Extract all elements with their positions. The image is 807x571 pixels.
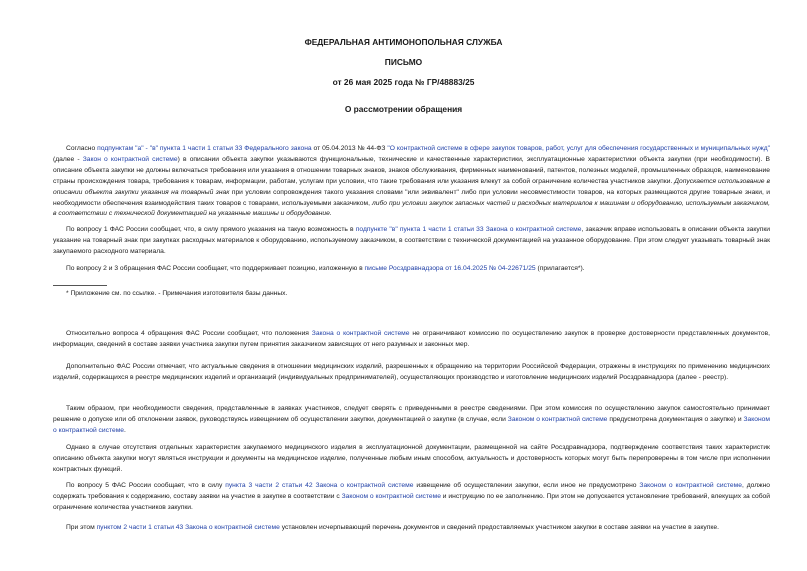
text: . [124, 426, 126, 434]
link-contract-system-law[interactable]: Законом о контрактной системе [341, 492, 441, 500]
paragraph-9 [53, 523, 770, 534]
link-article-42[interactable]: пункта 3 части 2 статьи 42 Закона о контрактной системе [225, 482, 414, 489]
text: ) в описании объекта закупки указываются функциональные, технические и качественные характеристики, эксплуатационные характеристики объекта закупки (при необходимости). В описание объекта закупки не должны включаться требования или указания в отношении товарных знаков, знаков обслуживания, фирменных наименований, патентов, полезных моделей, промышленных образцов, наименование страны происхождения товара, требования к товарам, информации, работам, услугам при условии, что такие требования или указания влекут за собой ограничение количества участников закупки. [53, 155, 770, 185]
text: (далее - [53, 155, 83, 163]
text: Согласно [66, 145, 98, 152]
text: предусмотрена документация о закупке) и [607, 415, 744, 423]
text: Дополнительно ФАС России отмечает, что актуальные сведения в отношении медицинских изделий, разрешенных к обращению на территории Российской Федерации, отражены в инструкциях по применению медицинских изделий, содержащихся в реестре медицинских изделий и организаций (индивидуальных предпринимателей), осуществляющих производство и изготовление медицинских изделий Росздравнадзора (далее - реестр). [53, 363, 770, 381]
text: при условии сопровождения такого указания словами "или эквивалент" либо при условии несовместимости товаров, на которых размещаются другие товарные знаки, и необходимости обеспечения взаимодействия таких товаров с товарами, используемыми заказчиком, [53, 188, 770, 207]
paragraph-5 [53, 362, 770, 384]
paragraph-8 [53, 481, 770, 514]
text: установлен исчерпывающий перечень документов и сведений предоставляемых участником закупки в составе заявки на участие в закупке. [279, 524, 719, 531]
text: не ограничивают комиссию по осуществлению закупок в проверке достоверности представленных документов, информации, сведений в составе заявки участника закупки путем принятия заказчиком зависящих от него разумных и законных мер. [53, 330, 770, 348]
text: По вопросу 1 ФАС России сообщает, что, в силу прямого указания на такую возможность в [66, 226, 356, 233]
link-subpoint-v-article-33[interactable]: подпункте "в" пункта 1 части 1 статьи 33 Закона о контрактной системе [355, 226, 582, 233]
link-contract-system-law[interactable]: Законом о контрактной системе [639, 482, 742, 489]
paragraph-1 [53, 144, 770, 220]
text: Однако в случае отсутствия отдельных характеристик закупаемого медицинского изделия в эксплуатационной документации, размещенной на сайте Росздравнадзора, подтверждение соответствия таких характеристик описанию объекта закупки могут являться инструкции и документы на медицинское изделие, полученные любым иным способом, актуальность и достоверность которых могут быть перепроверены в том числе при исполнении контрактных функций. [53, 444, 770, 473]
text: , заказчик вправе использовать в описании объекта закупки указание на товарный знак при закупках расходных материалов к оборудованию, используемому заказчиком, в соответствии с технической документацией на указанное оборудование. При этом следует указывать товарный знак закупаемого расходного материала. [53, 226, 770, 255]
text: извещение об осуществлении закупки, если иное не предусмотрено [413, 482, 640, 489]
italic-text: Допускается использование в описании объекта закупки указания на товарный знак [53, 177, 770, 196]
document-subject: О рассмотрении обращения [344, 104, 463, 114]
text: По вопросу 5 ФАС России сообщает, что в силу [66, 482, 226, 489]
link-contract-system-law[interactable]: Закона о контрактной системе [311, 330, 410, 337]
paragraph-4 [53, 329, 770, 351]
text: и инструкцию по ее заполнению. При этом не допускается установление требований, влекущих за собой ограничение количества участников закупки. [53, 492, 771, 511]
document-date-number: от 26 мая 2025 года № ГР/48883/25 [332, 77, 475, 87]
link-contract-system-law[interactable]: Законом о контрактной системе [507, 415, 608, 423]
text: Относительно вопроса 4 обращения ФАС России сообщает, что положения [66, 330, 312, 337]
link-44fz-title[interactable]: "О контрактной системе в сфере закупок товаров, работ, услуг для обеспечения государственных и муниципальных нужд" [387, 145, 771, 152]
paragraph-2 [53, 225, 770, 258]
footnote-divider [53, 285, 107, 286]
paragraph-7 [53, 443, 770, 476]
footnote: * Приложение см. по ссылке. - Примечания изготовителя базы данных. [66, 290, 288, 297]
paragraph-6 [53, 404, 770, 437]
link-contract-system-law[interactable]: Законом о контрактной системе [53, 415, 770, 434]
text: от 05.04.2013 № 44-ФЗ [311, 145, 388, 152]
link-roszdravnadzor-letter[interactable]: письме Росздравнадзора от 16.04.2025 № 04-22671/25 [364, 265, 536, 272]
link-contract-system-law[interactable]: Закон о контрактной системе [82, 155, 178, 163]
document-type: ПИСЬМО [384, 57, 423, 67]
text: При этом [66, 524, 97, 531]
text: (прилагается*). [535, 265, 585, 272]
paragraph-3 [53, 264, 770, 275]
italic-text: либо при условии закупок запасных частей и расходных материалов к машинам и оборудованию, используемым заказчиком, в соответствии с технической документацией на указанные машины и оборудование. [53, 199, 770, 218]
text: , должно содержать требования к содержанию, составу заявки на участие в закупке в соответствии с [53, 482, 770, 500]
text: Таким образом, при необходимости сведения, представленные в заявках участников, следует сверять с приведенными в реестре сведениями. При этом комиссия по осуществлению закупок самостоятельно принимает решение о допуске или об отклонении заявок, руководствуясь извещением об осуществлении закупки, документацией о закупке (в случае, если [53, 405, 770, 423]
link-article-43[interactable]: пунктом 2 части 1 статьи 43 Закона о контрактной системе [96, 524, 280, 531]
text: По вопросу 2 и 3 обращения ФАС России сообщает, что поддерживает позицию, изложенную в [66, 265, 365, 272]
agency-title: ФЕДЕРАЛЬНАЯ АНТИМОНОПОЛЬНАЯ СЛУЖБА [304, 37, 503, 47]
link-44fz-article-33[interactable]: подпунктам "а" - "в" пункта 1 части 1 статьи 33 Федерального закона [97, 145, 312, 152]
